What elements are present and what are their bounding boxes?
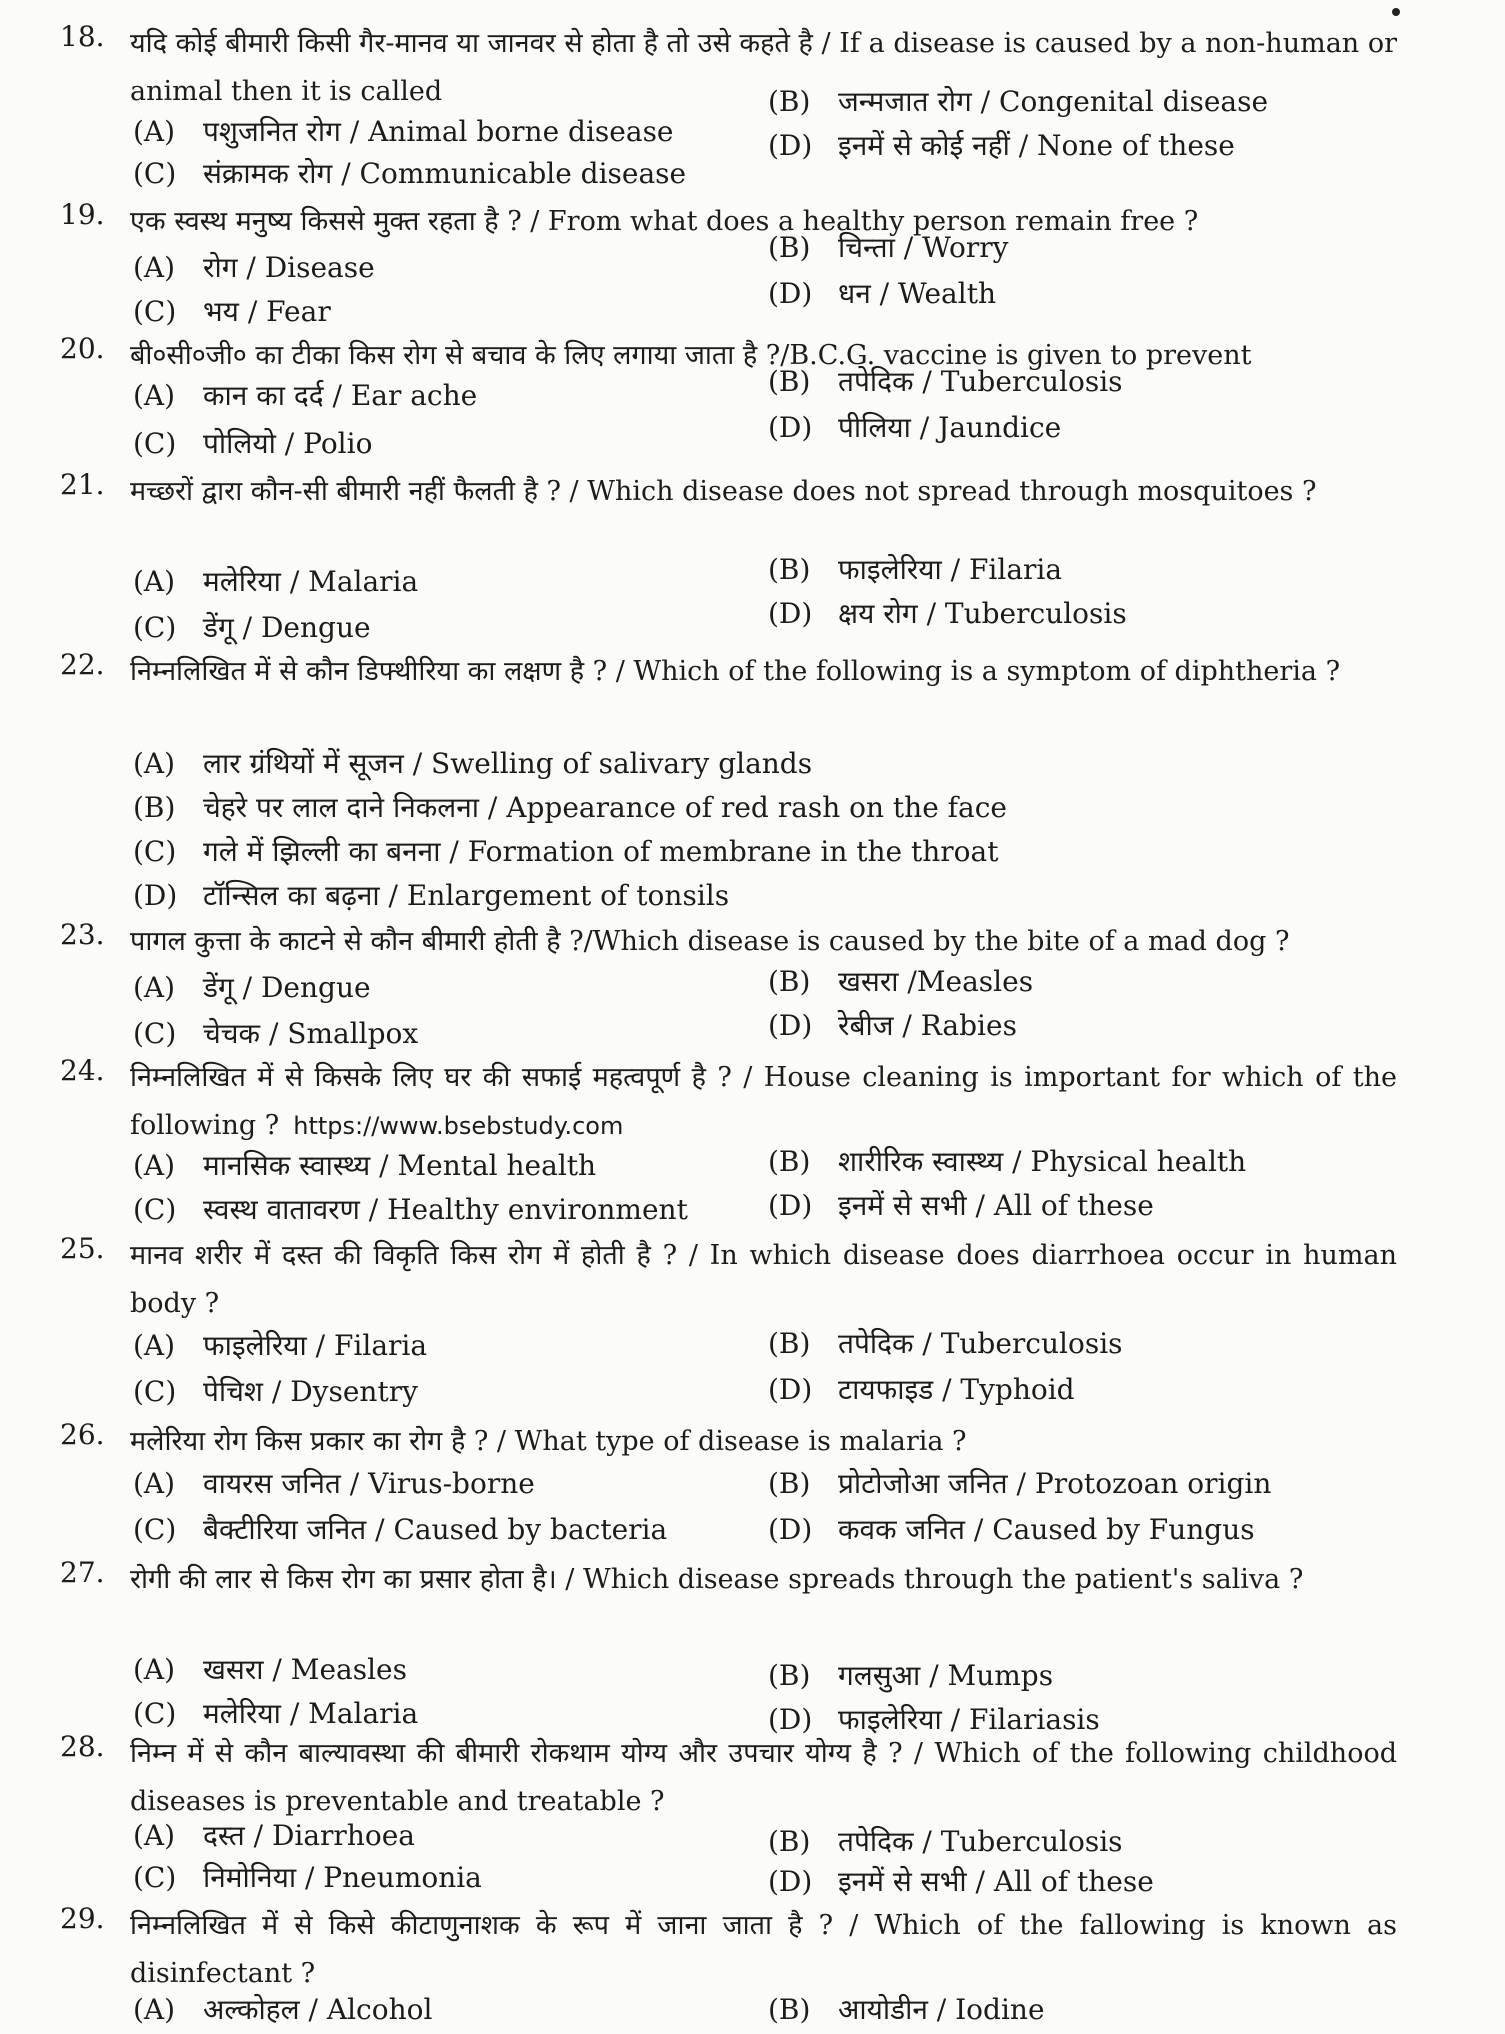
question-text: मच्छरों द्वारा कौन-सी बीमारी नहीं फैलती है ? / Which disease does not spread through mosquitoes ? xyxy=(130,476,1317,507)
question-text: मलेरिया रोग किस प्रकार का रोग है ? / What type of disease is malaria ? xyxy=(130,1426,967,1457)
option-c: (C) भय / Fear xyxy=(133,295,331,328)
ink-dot xyxy=(1392,8,1400,16)
option-b: (B) जन्मजात रोग / Congenital disease xyxy=(768,85,1269,118)
option-d: (D) फाइलेरिया / Filariasis xyxy=(768,1703,1100,1736)
question-text: निम्न में से कौन बाल्यावस्था की बीमारी रोकथाम योग्य और उपचार योग्य है ? / Which of the following childhood diseases is preventable and treatable ? xyxy=(130,1738,1397,1817)
option-b: (B) प्रोटोजोआ जनित / Protozoan origin xyxy=(768,1467,1272,1500)
question-number: 22. xyxy=(60,648,105,681)
option-a: (A) मानसिक स्वास्थ्य / Mental health xyxy=(133,1149,597,1182)
option-b: (B) चिन्ता / Worry xyxy=(768,231,1009,264)
question-text: एक स्वस्थ मनुष्य किससे मुक्त रहता है ? / From what does a healthy person remain free ? xyxy=(130,206,1199,237)
option-a: (A) दस्त / Diarrhoea xyxy=(133,1819,415,1852)
question-text: निम्नलिखित में से किसके लिए घर की सफाई महत्वपूर्ण है ? / House cleaning is important for which of the following ? https://www.bsebstudy.com xyxy=(130,1062,1397,1141)
question-number: 20. xyxy=(60,332,105,365)
question-number: 19. xyxy=(60,198,105,231)
option-a: (A) फाइलेरिया / Filaria xyxy=(133,1329,428,1362)
option-c: (C) चेचक / Smallpox xyxy=(133,1017,419,1050)
option-d: (D) क्षय रोग / Tuberculosis xyxy=(768,597,1127,630)
option-c: (C) निमोनिया / Pneumonia xyxy=(133,1861,482,1894)
question-text: पागल कुत्ता के काटने से कौन बीमारी होती है ?/Which disease is caused by the bite of a mad dog ? xyxy=(130,926,1290,957)
option-c: (C) पेचिश / Dysentry xyxy=(133,1375,418,1408)
option-a: (A) कान का दर्द / Ear ache xyxy=(133,379,478,412)
option-c: (C) स्वस्थ वातावरण / Healthy environment xyxy=(133,1193,688,1226)
option-a: (A) पशुजनित रोग / Animal borne disease xyxy=(133,115,674,148)
option-b: (B) खसरा /Measles xyxy=(768,965,1034,998)
option-d: (D) इनमें से कोई नहीं / None of these xyxy=(768,129,1235,162)
question-number: 28. xyxy=(60,1730,105,1763)
option-d: (D) कवक जनित / Caused by Fungus xyxy=(768,1513,1255,1546)
option-d: (D) इनमें से सभी / All of these xyxy=(768,1865,1154,1898)
question-number: 29. xyxy=(60,1902,105,1935)
option-a: (A) अल्कोहल / Alcohol xyxy=(133,1993,433,2026)
option-d: (D) धन / Wealth xyxy=(768,277,996,310)
question-text: यदि कोई बीमारी किसी गैर-मानव या जानवर से होता है तो उसे कहते है / If a disease is caused by a non-human or animal then it is called xyxy=(130,28,1397,107)
question-number: 26. xyxy=(60,1418,105,1451)
option-d: (D) इनमें से सभी / All of these xyxy=(768,1189,1154,1222)
option-d: (D) टायफाइड / Typhoid xyxy=(768,1373,1075,1406)
question-text: रोगी की लार से किस रोग का प्रसार होता है। / Which disease spreads through the patient's saliva ? xyxy=(130,1564,1304,1595)
option-c: (C) पोलियो / Polio xyxy=(133,427,373,460)
option-a: (A) रोग / Disease xyxy=(133,251,375,284)
option-b: (B) तपेदिक / Tuberculosis xyxy=(768,1327,1123,1360)
question-number: 27. xyxy=(60,1556,105,1589)
website-url: https://www.bsebstudy.com xyxy=(293,1112,624,1140)
option-a: (A) खसरा / Measles xyxy=(133,1653,407,1686)
question-number: 24. xyxy=(60,1054,105,1087)
option-c: (C) डेंगू / Dengue xyxy=(133,611,371,644)
question-number: 23. xyxy=(60,918,105,951)
question-number: 25. xyxy=(60,1232,105,1265)
option-d: (D) पीलिया / Jaundice xyxy=(768,411,1062,444)
option-c: (C) बैक्टीरिया जनित / Caused by bacteria xyxy=(133,1513,668,1546)
option-b: (B) शारीरिक स्वास्थ्य / Physical health xyxy=(768,1145,1247,1178)
question-text: निम्नलिखित में से किसे कीटाणुनाशक के रूप में जाना जाता है ? / Which of the fallowing is known as disinfectant ? xyxy=(130,1910,1397,1989)
question-text: निम्नलिखित में से कौन डिफ्थीरिया का लक्षण है ? / Which of the following is a symptom of diphtheria ? xyxy=(130,656,1341,687)
option-c: (C) मलेरिया / Malaria xyxy=(133,1697,419,1730)
question-number: 21. xyxy=(60,468,105,501)
option-b: (B) चेहरे पर लाल दाने निकलना / Appearance of red rash on the face xyxy=(133,791,1007,824)
option-b: (B) तपेदिक / Tuberculosis xyxy=(768,1825,1123,1858)
option-d: (D) टॉन्सिल का बढ़ना / Enlargement of tonsils xyxy=(133,879,730,912)
option-a: (A) वायरस जनित / Virus-borne xyxy=(133,1467,535,1500)
option-b: (B) आयोडीन / Iodine xyxy=(768,1993,1045,2026)
question-text: बी०सी०जी० का टीका किस रोग से बचाव के लिए लगाया जाता है ?/B.C.G. vaccine is given to prevent xyxy=(130,340,1252,371)
option-c: (C) गले में झिल्ली का बनना / Formation of membrane in the throat xyxy=(133,835,999,868)
option-c: (C) संक्रामक रोग / Communicable disease xyxy=(133,157,687,190)
question-number: 18. xyxy=(60,20,105,53)
question-text: मानव शरीर में दस्त की विकृति किस रोग में होती है ? / In which disease does diarrhoea occur in human body ? xyxy=(130,1240,1397,1319)
option-d: (D) रेबीज / Rabies xyxy=(768,1009,1017,1042)
option-a: (A) मलेरिया / Malaria xyxy=(133,565,419,598)
option-b: (B) तपेदिक / Tuberculosis xyxy=(768,365,1123,398)
option-a: (A) डेंगू / Dengue xyxy=(133,971,371,1004)
option-b: (B) फाइलेरिया / Filaria xyxy=(768,553,1063,586)
option-b: (B) गलसुआ / Mumps xyxy=(768,1659,1054,1692)
option-a: (A) लार ग्रंथियों में सूजन / Swelling of salivary glands xyxy=(133,747,813,780)
